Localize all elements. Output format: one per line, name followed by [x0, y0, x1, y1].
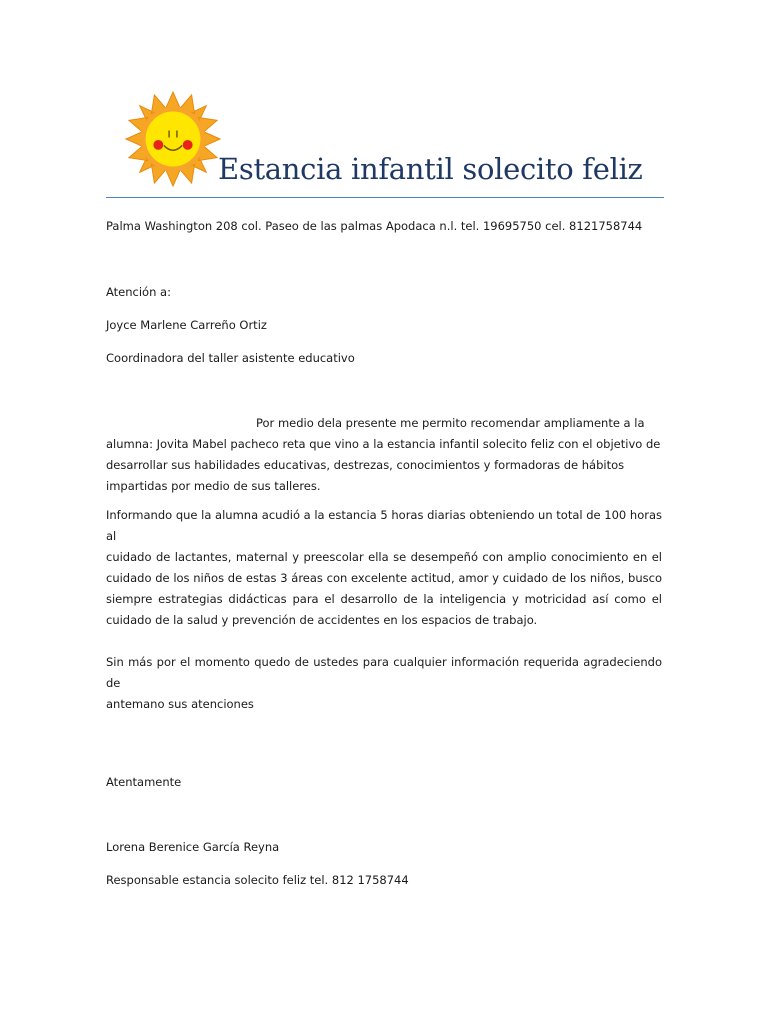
paragraph-line: Sin más por el momento quedo de ustedes para cualquier información requerida agradeciendo de	[106, 655, 662, 690]
title-divider	[106, 197, 664, 198]
page-title: Estancia infantil solecito feliz	[218, 152, 643, 186]
paragraph-2	[106, 505, 662, 631]
paragraph-line: Por medio dela presente me permito recomendar ampliamente a la	[256, 416, 645, 430]
paragraph-line: impartidas por medio de sus talleres.	[106, 479, 321, 493]
closing-salutation: Atentamente	[106, 775, 182, 789]
recipient-name: Joyce Marlene Carreño Ortiz	[106, 318, 267, 332]
paragraph-1	[106, 413, 662, 497]
paragraph-line: Informando que la alumna acudió a la estancia 5 horas diarias obteniendo un total de 100 horas al	[106, 508, 662, 543]
paragraph-line: cuidado de la salud y prevención de accidentes en los espacios de trabajo.	[106, 613, 538, 627]
paragraph-line: alumna: Jovita Mabel pacheco reta que vino a la estancia infantil solecito feliz con el objetivo de	[106, 437, 661, 451]
paragraph-line: antemano sus atenciones	[106, 697, 254, 711]
paragraph-line: cuidado de los niños de estas 3 áreas con excelente actitud, amor y cuidado de los niños, busco	[106, 571, 662, 585]
sun-logo-icon	[124, 90, 222, 188]
address-line: Palma Washington 208 col. Paseo de las palmas Apodaca n.l. tel. 19695750 cel. 8121758744	[106, 219, 643, 233]
paragraph-line: desarrollar sus habilidades educativas, destrezas, conocimientos y formadoras de hábitos	[106, 458, 625, 472]
recipient-role: Coordinadora del taller asistente educativo	[106, 351, 355, 365]
signer-role: Responsable estancia solecito feliz tel. 812 1758744	[106, 873, 409, 887]
paragraph-line: siempre estrategias didácticas para el desarrollo de la inteligencia y motricidad así como el	[106, 592, 662, 606]
attention-label: Atención a:	[106, 285, 171, 299]
paragraph-line: cuidado de lactantes, maternal y preescolar ella se desempeñó con amplio conocimiento en el	[106, 550, 662, 564]
signer-name: Lorena Berenice García Reyna	[106, 840, 280, 854]
paragraph-3	[106, 652, 662, 715]
